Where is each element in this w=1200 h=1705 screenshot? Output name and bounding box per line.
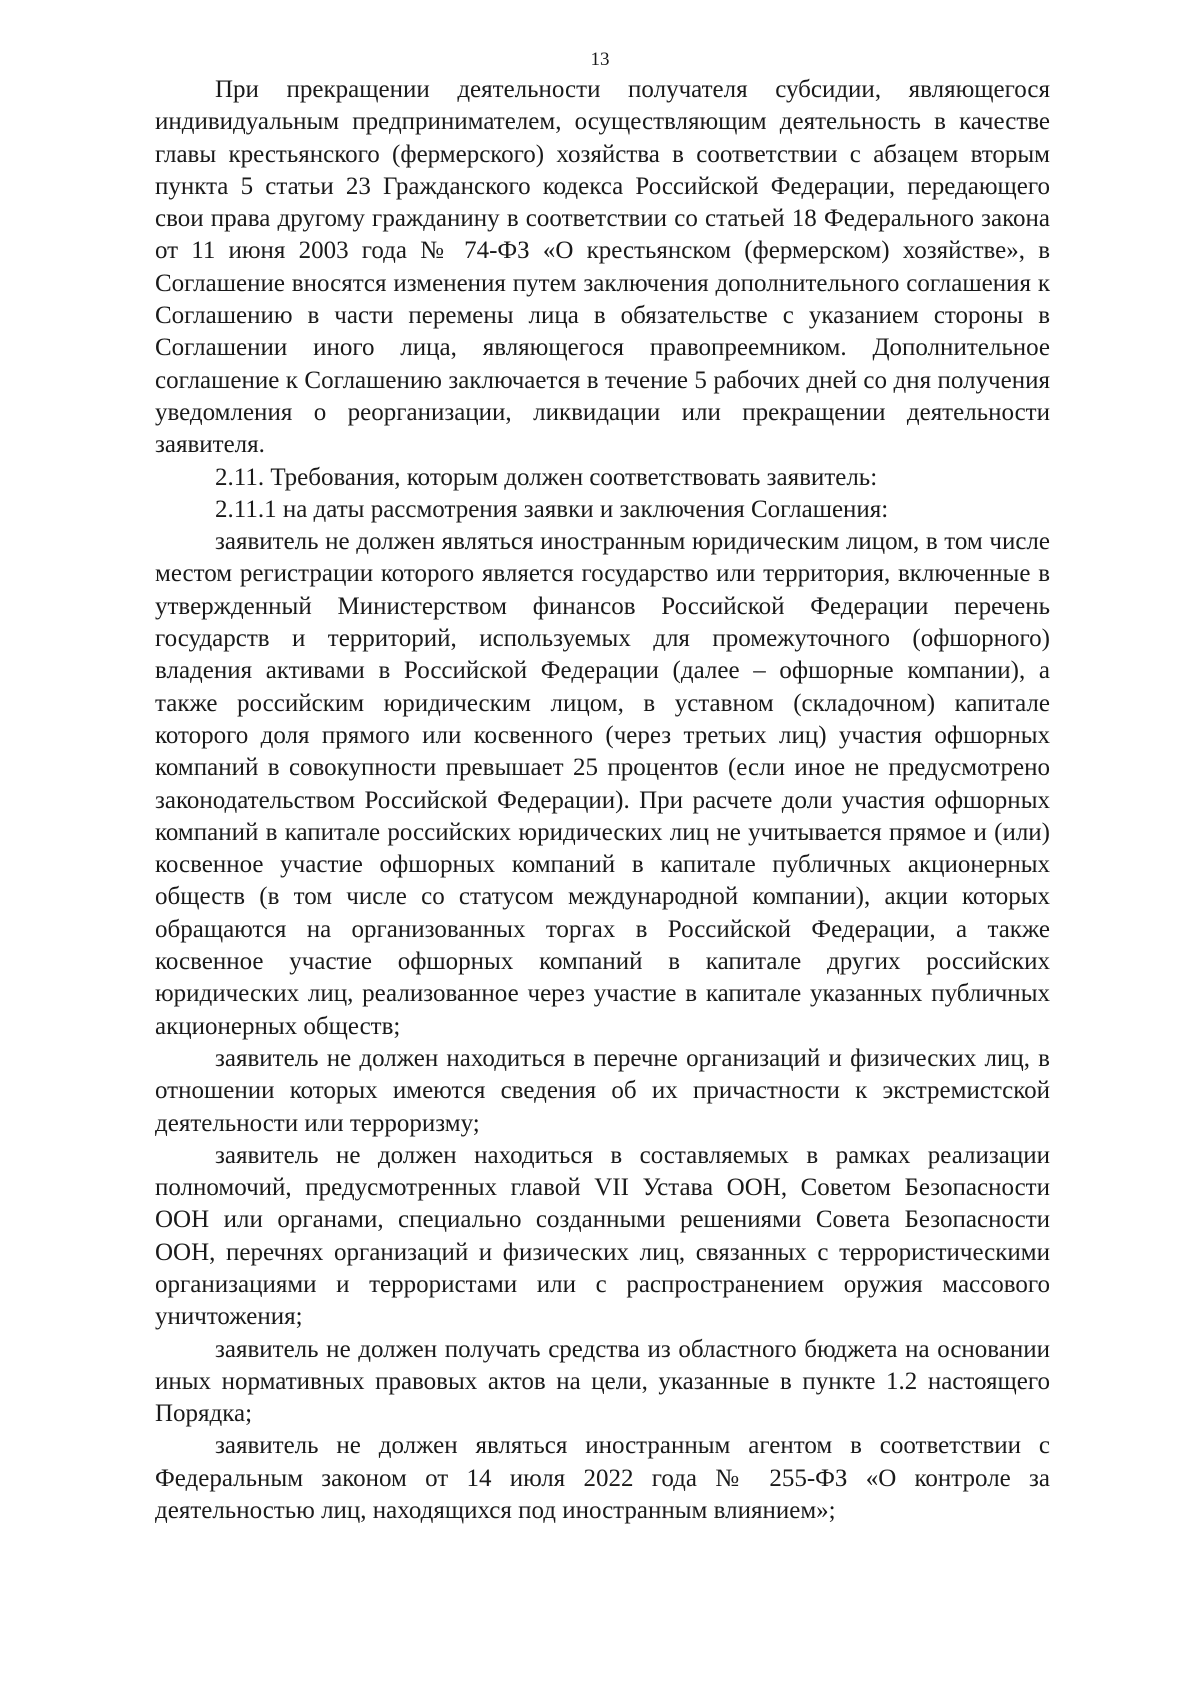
paragraph-extremism-requirement: заявитель не должен находиться в перечне организаций и физических лиц, в отношении которых имеются сведения об их причастности к экстремистской деятельности или терроризму;	[155, 1044, 1050, 1137]
paragraph-section-2-11-1-heading: 2.11.1 на даты рассмотрения заявки и заключения Соглашения:	[215, 495, 889, 523]
document-body	[155, 74, 1050, 1527]
paragraph-budget-funds-requirement: заявитель не должен получать средства из областного бюджета на основании иных нормативных правовых актов на цели, указанные в пункте 1.2 настоящего Порядка;	[155, 1335, 1050, 1428]
paragraph-foreign-agent-requirement: заявитель не должен являться иностранным агентом в соответствии с Федеральным законом от 14 июля 2022 года № 255-ФЗ «О контроле за деятельностью лиц, находящихся под иностранным влиянием»;	[155, 1432, 1050, 1525]
paragraph-termination-of-activity: При прекращении деятельности получателя субсидии, являющегося индивидуальным предпринимателем, осуществляющим деятельность в качестве главы крестьянского (фермерского) хозяйства в соответствии с абзацем вторым пункта 5 статьи 23 Гражданского кодекса Российской Федерации, передающего свои права другому гражданину в соответствии со статьей 18 Федерального закона от 11 июня 2003 года № 74-ФЗ «О крестьянском (фермерском) хозяйстве», в Соглашение вносятся изменения путем заключения дополнительного соглашения к Соглашению в части перемены лица в обязательстве с указанием стороны в Соглашении иного лица, являющегося правопреемником. Дополнительное соглашение к Соглашению заключается в течение 5 рабочих дней со дня получения уведомления о реорганизации, ликвидации или прекращении деятельности заявителя.	[155, 76, 1050, 459]
page-number: 13	[590, 49, 610, 70]
paragraph-un-sanctions-requirement: заявитель не должен находиться в составляемых в рамках реализации полномочий, предусмотренных главой VII Устава ООН, Советом Безопасности ООН или органами, специально созданными решениями Совета Безопасности ООН, перечнях организаций и физических лиц, связанных с террористическими организациями и террористами или с распространением оружия массового уничтожения;	[155, 1141, 1050, 1331]
paragraph-offshore-requirement: заявитель не должен являться иностранным юридическим лицом, в том числе местом регистрации которого является государство или территория, включенные в утвержденный Министерством финансов Российской Федерации перечень государств и территорий, используемых для промежуточного (офшорного) владения активами в Российской Федерации (далее – офшорные компании), а также российским юридическим лицом, в уставном (складочном) капитале которого доля прямого или косвенного (через третьих лиц) участия офшорных компаний в совокупности превышает 25 процентов (если иное не предусмотрено законодательством Российской Федерации). При расчете доли участия офшорных компаний в капитале российских юридических лиц не учитывается прямое и (или) косвенное участие офшорных компаний в капитале публичных акционерных обществ (в том числе со статусом международной компании), акции которых обращаются на организованных торгах в Российской Федерации, а также косвенное участие офшорных компаний в капитале других российских юридических лиц, реализованное через участие в капитале указанных публичных акционерных обществ;	[155, 528, 1050, 1040]
paragraph-section-2-11-heading: 2.11. Требования, которым должен соответствовать заявитель:	[215, 463, 878, 491]
